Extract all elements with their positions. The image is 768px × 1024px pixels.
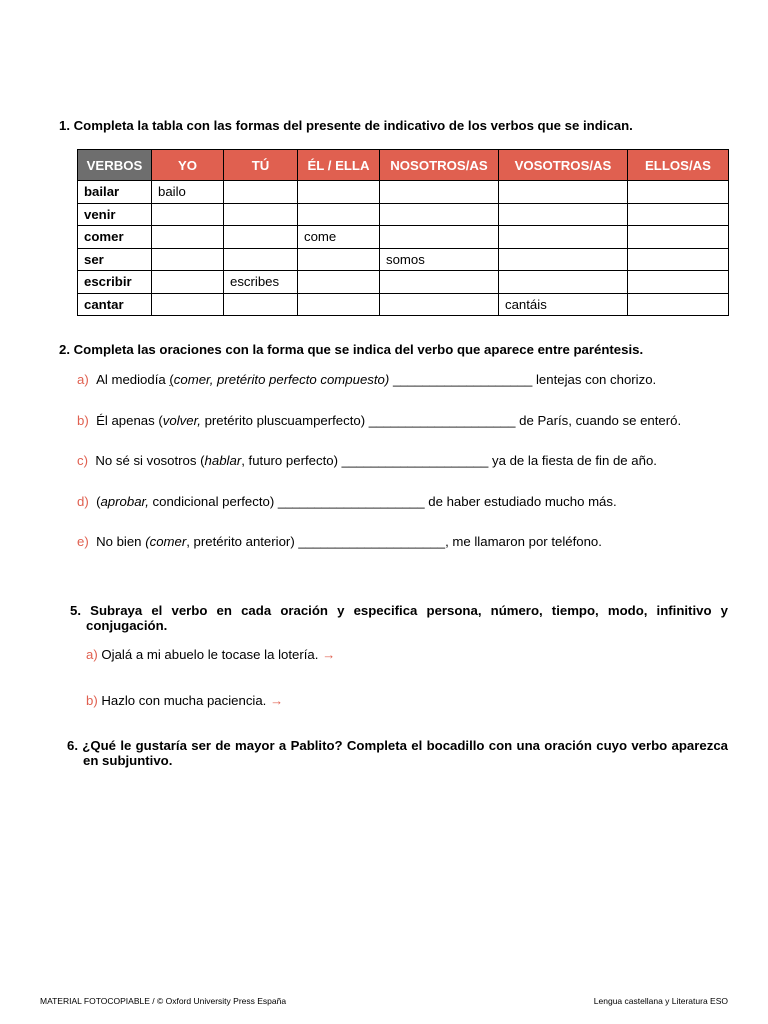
verb-cell: cantar bbox=[78, 293, 152, 316]
table-cell[interactable] bbox=[224, 203, 298, 226]
sentence-text: Hazlo con mucha paciencia. bbox=[101, 693, 267, 708]
paren-open: ( bbox=[145, 534, 150, 549]
answer-blank[interactable]: ____________________ bbox=[277, 494, 425, 509]
table-row bbox=[78, 181, 729, 204]
answer-blank[interactable]: ____________________ bbox=[341, 453, 489, 468]
verb-hint: comer, pretérito perfecto compuesto) bbox=[173, 372, 390, 387]
table-cell[interactable] bbox=[499, 271, 628, 294]
verb-hint: comer bbox=[149, 534, 187, 549]
verb-hint: volver, bbox=[162, 413, 201, 428]
table-cell[interactable] bbox=[380, 181, 499, 204]
table-cell[interactable] bbox=[298, 248, 380, 271]
sentence-start: Él apenas bbox=[96, 413, 159, 428]
table-row bbox=[78, 293, 729, 316]
verb-hint-rest: condicional perfecto) bbox=[148, 494, 278, 509]
header-yo: YO bbox=[152, 150, 224, 181]
answer-blank[interactable]: ____________________ bbox=[368, 413, 516, 428]
verb-cell: ser bbox=[78, 248, 152, 271]
header-tu: TÚ bbox=[224, 150, 298, 181]
table-cell[interactable] bbox=[224, 248, 298, 271]
table-cell[interactable] bbox=[152, 271, 224, 294]
sentence-end: ya de la fiesta de fin de año. bbox=[488, 453, 657, 468]
q5-item-b bbox=[86, 693, 283, 709]
table-cell[interactable] bbox=[499, 203, 628, 226]
q2-title: 2. Completa las oraciones con la forma que se indica del verbo que aparece entre paréntesis. bbox=[59, 342, 644, 357]
table-cell[interactable] bbox=[499, 181, 628, 204]
item-letter: e) bbox=[77, 534, 89, 549]
table-cell[interactable] bbox=[499, 248, 628, 271]
item-letter: b) bbox=[77, 413, 89, 428]
verb-cell: bailar bbox=[78, 181, 152, 204]
q1-title: 1. Completa la tabla con las formas del presente de indicativo de los verbos que se indican. bbox=[59, 118, 633, 133]
sentence-start: No sé si vosotros bbox=[95, 453, 201, 468]
q6-title: 6. ¿Qué le gustaría ser de mayor a Pablito? Completa el bocadillo con una oración cuyo verbo aparezca en subjuntivo. bbox=[67, 738, 728, 768]
verb-cell: escribir bbox=[78, 271, 152, 294]
table-cell[interactable] bbox=[298, 293, 380, 316]
header-vosotros: VOSOTROS/AS bbox=[499, 150, 628, 181]
table-cell[interactable]: somos bbox=[380, 248, 499, 271]
item-letter: b) bbox=[86, 693, 98, 708]
item-letter: a) bbox=[77, 372, 89, 387]
table-cell[interactable] bbox=[224, 181, 298, 204]
answer-blank[interactable]: ____________________ bbox=[298, 534, 446, 549]
table-cell[interactable] bbox=[628, 293, 729, 316]
verb-hint-rest: , pretérito anterior) bbox=[186, 534, 299, 549]
sentence-end: de París, cuando se enteró. bbox=[515, 413, 682, 428]
table-cell[interactable] bbox=[628, 181, 729, 204]
header-el-ella: ÉL / ELLA bbox=[298, 150, 380, 181]
verb-cell: comer bbox=[78, 226, 152, 249]
verb-table bbox=[77, 149, 729, 316]
q2-item-d bbox=[77, 494, 617, 510]
q2-item-e bbox=[77, 534, 602, 550]
q2-item-a bbox=[77, 372, 656, 388]
table-cell[interactable] bbox=[380, 271, 499, 294]
sentence-text: Ojalá a mi abuelo le tocase la lotería. bbox=[101, 647, 319, 662]
table-cell[interactable] bbox=[628, 271, 729, 294]
table-header-row bbox=[78, 150, 729, 181]
q5-title: 5. Subraya el verbo en cada oración y especifica persona, número, tiempo, modo, infinitivo y conjugación. bbox=[70, 603, 728, 633]
table-cell[interactable] bbox=[152, 293, 224, 316]
item-letter: a) bbox=[86, 647, 98, 662]
header-nosotros: NOSOTROS/AS bbox=[380, 150, 499, 181]
table-cell[interactable]: cantáis bbox=[499, 293, 628, 316]
sentence-start: Al mediodía bbox=[96, 372, 170, 387]
paren-open: ( bbox=[96, 494, 101, 509]
verb-hint: aprobar, bbox=[100, 494, 149, 509]
table-cell[interactable] bbox=[224, 226, 298, 249]
paren-open: ( bbox=[158, 413, 163, 428]
item-letter: c) bbox=[77, 453, 88, 468]
table-cell[interactable] bbox=[298, 181, 380, 204]
verb-hint-rest: , futuro perfecto) bbox=[241, 453, 342, 468]
arrow-right-icon: → bbox=[270, 693, 284, 708]
item-letter: d) bbox=[77, 494, 89, 509]
table-cell[interactable] bbox=[152, 248, 224, 271]
arrow-right-icon: → bbox=[322, 647, 336, 662]
table-cell[interactable] bbox=[628, 226, 729, 249]
header-verbos: VERBOS bbox=[78, 150, 152, 181]
sentence-end: lentejas con chorizo. bbox=[532, 372, 657, 387]
q2-item-b bbox=[77, 413, 681, 429]
table-cell[interactable]: bailo bbox=[152, 181, 224, 204]
table-cell[interactable] bbox=[380, 226, 499, 249]
table-cell[interactable] bbox=[499, 226, 628, 249]
table-cell[interactable] bbox=[628, 248, 729, 271]
sentence-end: , me llamaron por teléfono. bbox=[445, 534, 602, 549]
table-cell[interactable] bbox=[380, 293, 499, 316]
answer-blank[interactable]: ___________________ bbox=[392, 372, 533, 387]
table-cell[interactable] bbox=[224, 293, 298, 316]
header-ellos: ELLOS/AS bbox=[628, 150, 729, 181]
table-cell[interactable] bbox=[152, 203, 224, 226]
table-row bbox=[78, 203, 729, 226]
sentence-start: No bien bbox=[96, 534, 146, 549]
table-row bbox=[78, 226, 729, 249]
verb-hint-rest: pretérito pluscuamperfecto) bbox=[200, 413, 369, 428]
footer-copyright: MATERIAL FOTOCOPIABLE / © Oxford University Press España bbox=[40, 996, 287, 1006]
table-cell[interactable] bbox=[628, 203, 729, 226]
table-cell[interactable]: come bbox=[298, 226, 380, 249]
table-cell[interactable] bbox=[152, 226, 224, 249]
paren-open: ( bbox=[169, 372, 174, 387]
footer-subject: Lengua castellana y Literatura ESO bbox=[593, 996, 728, 1006]
paren-open: ( bbox=[200, 453, 205, 468]
sentence-end: de haber estudiado mucho más. bbox=[424, 494, 617, 509]
q2-item-c bbox=[77, 453, 657, 469]
table-cell[interactable] bbox=[298, 203, 380, 226]
table-cell[interactable]: escribes bbox=[224, 271, 298, 294]
table-cell[interactable] bbox=[380, 203, 499, 226]
table-cell[interactable] bbox=[298, 271, 380, 294]
table-row bbox=[78, 248, 729, 271]
table-row bbox=[78, 271, 729, 294]
verb-hint: hablar bbox=[204, 453, 242, 468]
verb-cell: venir bbox=[78, 203, 152, 226]
q5-item-a bbox=[86, 647, 335, 663]
